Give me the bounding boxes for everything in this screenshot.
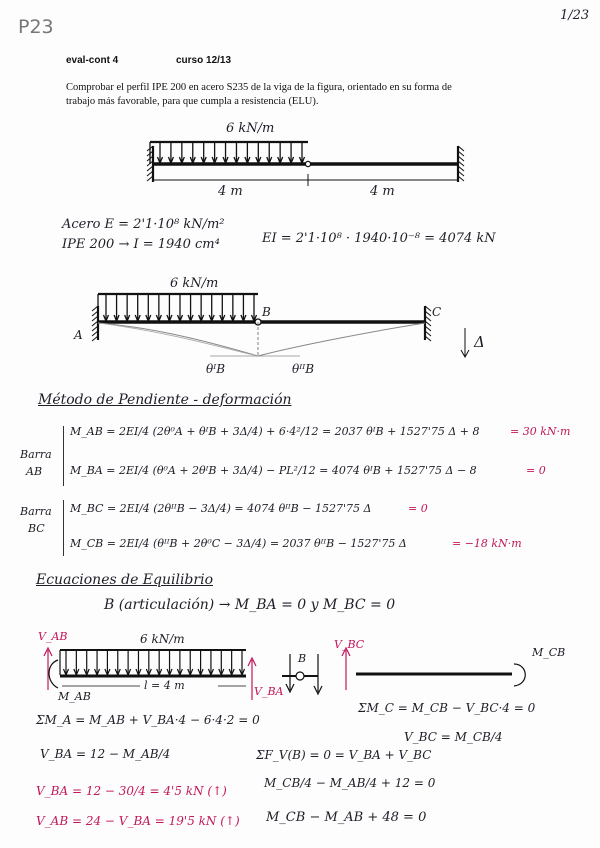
fig1-load-label: 6 kN/m: [226, 121, 275, 136]
barra-bc-label-1: Barra: [20, 505, 52, 518]
page-id: P23: [18, 16, 54, 38]
barra-ab-label-1: Barra: [20, 448, 52, 461]
hinge-condition: B (articulación) → M_BA = 0 y M_BC = 0: [104, 597, 396, 613]
fig1-span-left: 4 m: [218, 184, 243, 199]
fbd-V-BA: V_BA: [254, 685, 284, 698]
statement-line-2: trabajo más favorable, para que cumpla a resistencia (ELU).: [66, 96, 319, 107]
eq-combination: M_CB/4 − M_AB/4 + 12 = 0: [264, 776, 436, 790]
eq-M-AB-result: = 30 kN·m: [510, 425, 571, 438]
eq-M-BC: M_BC = 2EI/4 (2θᴵᴵB − 3Δ/4) = 4074 θᴵᴵB − 1527'75 Δ: [70, 502, 372, 515]
fbd-V-AB: V_AB: [38, 630, 68, 643]
statement-line-1: Comprobar el perfil IPE 200 en acero S235 de la viga de la figura, orientado en su forma de: [66, 82, 452, 93]
eq-V-BA: V_BA = 12 − M_AB/4: [40, 747, 171, 761]
ipe-inertia: IPE 200 → I = 1940 cm⁴: [62, 237, 220, 252]
EI-value: EI = 2'1·10⁸ · 1940·10⁻⁸ = 4074 kN: [262, 231, 496, 246]
node-B: B: [262, 305, 271, 319]
eq-M-CB: M_CB = 2EI/4 (θᴵᴵB + 2θ⁰C − 3Δ/4) = 2037 θᴵᴵB − 1527'75 Δ: [70, 537, 407, 550]
fbd-M-AB: M_AB: [58, 690, 91, 703]
method-title: Método de Pendiente - deformación: [38, 392, 292, 408]
eq-sum-MC: ΣM_C = M_CB − V_BC·4 = 0: [358, 701, 536, 715]
fbd-M-CB: M_CB: [532, 646, 566, 659]
theta-II-label: θᴵᴵB: [292, 362, 315, 376]
eq-M-BA-result: = 0: [526, 464, 546, 477]
course-code: eval-cont 4: [66, 55, 119, 66]
eq-V-BC: V_BC = M_CB/4: [404, 730, 503, 744]
eq-M-AB: M_AB = 2EI/4 (2θ⁰A + θᴵB + 3Δ/4) + 6·4²/12 = 2037 θᴵB + 1527'75 Δ + 8: [70, 425, 480, 438]
fbd-V-BC: V_BC: [334, 638, 365, 651]
eq-final: M_CB − M_AB + 48 = 0: [266, 810, 427, 825]
course-year: curso 12/13: [176, 55, 232, 66]
fig2-load-label: 6 kN/m: [170, 276, 219, 291]
node-A: A: [74, 328, 83, 342]
theta-I-label: θᴵB: [206, 362, 226, 376]
eq-M-BA: M_BA = 2EI/4 (θ⁰A + 2θᴵB + 3Δ/4) − PL²/12 = 4074 θᴵB + 1527'75 Δ − 8: [70, 464, 477, 477]
delta-label: Δ: [474, 333, 485, 351]
fbd-load: 6 kN/m: [140, 632, 185, 646]
eq-M-CB-result: = −18 kN·m: [452, 537, 522, 550]
fbd-node-B: B: [298, 652, 307, 665]
barra-ab-label-2: AB: [26, 465, 43, 478]
equilibrium-title: Ecuaciones de Equilibrio: [36, 572, 213, 588]
fig1-span-right: 4 m: [370, 184, 395, 199]
page-fraction: 1/23: [560, 8, 590, 23]
eq-sum-MA: ΣM_A = M_AB + V_BA·4 − 6·4·2 = 0: [36, 713, 260, 727]
eq-V-AB-num: V_AB = 24 − V_BA = 19'5 kN (↑): [36, 814, 240, 828]
steel-E: Acero E = 2'1·10⁸ kN/m²: [62, 217, 225, 232]
barra-bc-label-2: BC: [28, 522, 45, 535]
eq-sum-FV: ΣF_V(B) = 0 = V_BA + V_BC: [256, 748, 432, 762]
node-C: C: [432, 305, 442, 319]
fbd-length: l = 4 m: [144, 679, 185, 692]
eq-M-BC-result: = 0: [408, 502, 428, 515]
eq-V-BA-num: V_BA = 12 − 30/4 = 4'5 kN (↑): [36, 784, 227, 798]
